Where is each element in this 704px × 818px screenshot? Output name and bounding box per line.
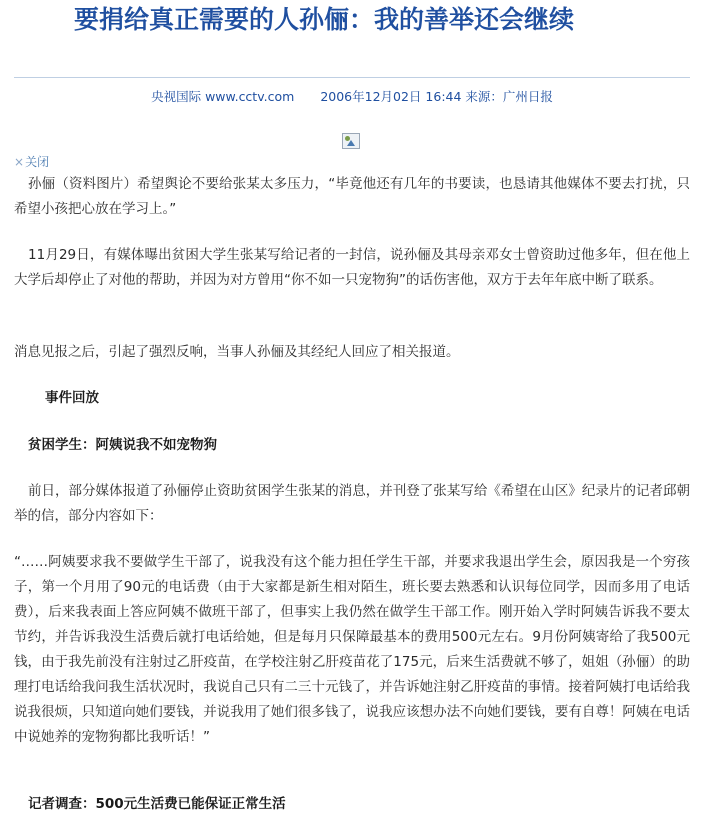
broken-image-icon	[342, 133, 360, 149]
close-link[interactable]	[14, 154, 49, 170]
close-icon: ×	[14, 155, 25, 169]
title-divider	[14, 77, 690, 78]
article-title: 要捐给真正需要的人孙俪：我的善举还会继续	[73, 5, 574, 34]
paragraph-intro: 11月29日，有媒体曝出贫困大学生张某写给记者的一封信，说孙俪及其母亲邓女士曾资助过他多年，但在他上大学后却停止了对他的帮助，并因为对方曾用“你不如一只宠物狗”的话伤害他，双方于去年年底中断了联系。	[14, 247, 690, 288]
paragraph-caption: 孙俪（资料图片）希望舆论不要给张某太多压力，“毕竟他还有几年的书要读，也恳请其他媒体不要去打扰，只希望小孩把心放在学习上。”	[14, 176, 690, 217]
paragraph-reaction: 消息见报之后，引起了强烈反响，当事人孙俪及其经纪人回应了相关报道。	[14, 344, 460, 360]
paragraph-report: 前日，部分媒体报道了孙俪停止资助贫困学生张某的消息，并刊登了张某写给《希望在山区》纪录片的记者邱朝举的信，部分内容如下：	[14, 483, 690, 524]
publish-datetime-source: 2006年12月02日 16:44 来源：广州日报	[320, 89, 553, 104]
close-label: 关闭	[25, 155, 50, 169]
subheading-investigation: 记者调查：500元生活费已能保证正常生活	[28, 796, 286, 812]
paragraph-letter-quote: “……阿姨要求我不要做学生干部了，说我没有这个能力担任学生干部，并要求我退出学生会，原因我是一个穷孩子，第一个月用了90元的电话费（由于大家都是新生相对陌生，班长要去熟悉和认识每位同学，因而多用了电话费），后来我表面上答应阿姨不做班干部了，但事实上我仍然在做学生干部工作。刚开始入学时阿姨告诉我不要太节约，并告诉我没生活费后就打电话给她，但是每月只保障最基本的费用500元左右。9月份阿姨寄给了我500元钱，由于我先前没有注射过乙肝疫苗，在学校注射乙肝疫苗花了175元，后来生活费就不够了，姐姐（孙俪）的助理打电话给我问我生活状况时，我说自己只有二三十元钱了，并告诉她注射乙肝疫苗的事情。接着阿姨打电话给我说我很烦，只知道向她们要钱，并说我用了她们很多钱了，说我应该想办法不向她们要钱，要有自尊！阿姨在电话中说她养的宠物狗都比我听话！”	[14, 554, 690, 745]
subheading-student: 贫困学生：阿姨说我不如宠物狗	[28, 437, 217, 453]
source-site: 央视国际 www.cctv.com	[151, 89, 295, 104]
section-heading: 事件回放	[45, 390, 99, 406]
article-meta	[0, 88, 704, 106]
